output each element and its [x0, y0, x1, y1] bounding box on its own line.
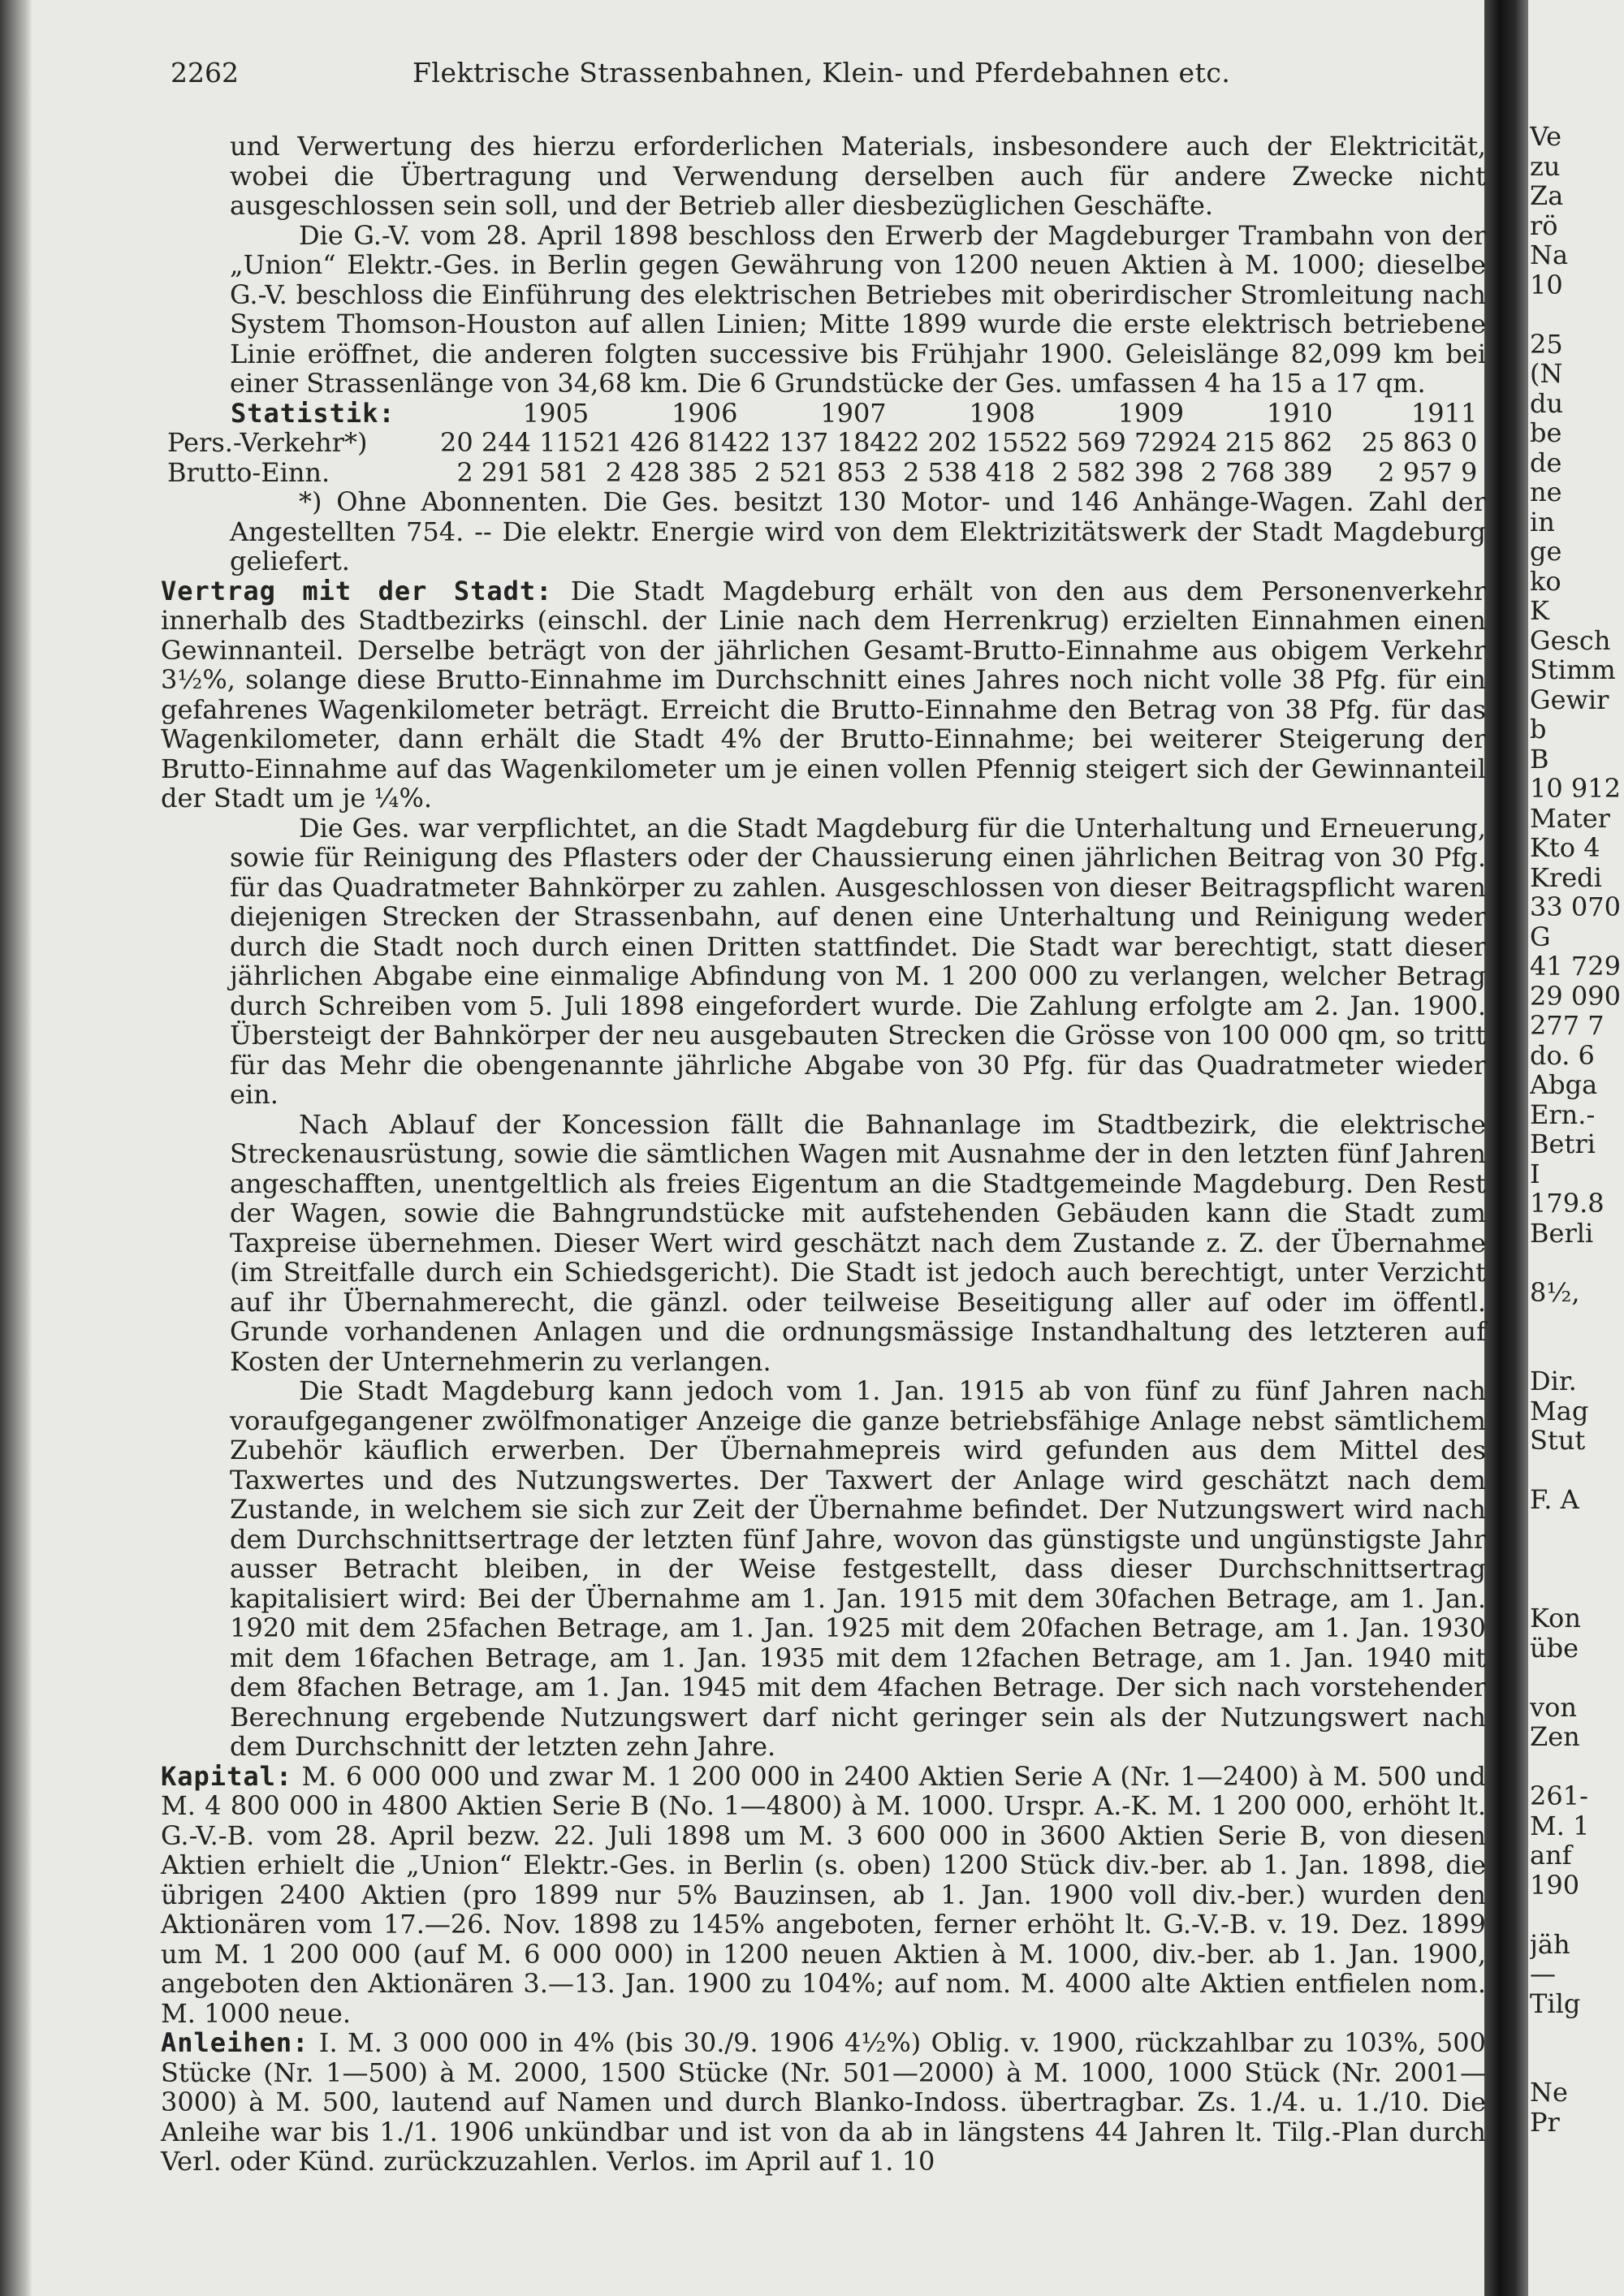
- fragment-line: be: [1530, 417, 1562, 448]
- year-cell: 1908: [969, 397, 1035, 429]
- vertrag-paragraph: Nach Ablauf der Koncession fällt die Bahnanlage im Stadtbezirk, die elektrische Streckenausrüstung, sowie die sämtlichen Wagen mit Ausnahme der in den letzten fünf Jahren angeschafften, unentgeltlich als freies Eigentum an die Stadtgemeinde Magdeburg. Den Rest der Wagen, sowie die Bahngrundstücke mit aufstehenden Gebäuden kann die Stadt zum Taxpreise übernehmen. Dieser Wert wird geschätzt nach dem Zustande z. Z. der Übernahme (im Streitfalle durch ein Schiedsgericht). Die Stadt ist jedoch auch berechtigt, unter Verzicht auf ihr Übernahmerecht, die gänzl. oder teilweise Beseitigung aller auf oder im öffentl. Grunde vorhandenen Anlagen und die ordnungsmässige Instandhaltung des letzteren auf Kosten der Unternehmerin zu verlangen.: [230, 1108, 1486, 1377]
- year-cell: 1910: [1266, 397, 1333, 429]
- year-cell: 1905: [522, 397, 590, 429]
- fragment-line: Dir.: [1530, 1366, 1577, 1396]
- running-title: Flektrische Strassenbahnen, Klein- und Pferdebahnen etc.: [412, 57, 1231, 88]
- statistik-footnote: *) Ohne Abonnenten. Die Ges. besitzt 130 Motor- und 146 Anhänge-Wagen. Zahl der Angestellten 754. -- Die elektr. Energie wird von dem Elektrizitätswerk der Stadt Magdeburg geliefert.: [230, 486, 1486, 576]
- fragment-line: [1530, 300, 1624, 330]
- fragment-line: (N: [1530, 358, 1563, 389]
- fragment-line: Kon: [1530, 1603, 1581, 1634]
- table-row: [167, 428, 1477, 458]
- fragment-line: do. 6: [1530, 1039, 1595, 1071]
- fragment-line: in: [1530, 506, 1555, 537]
- fragment-line: 179.8: [1530, 1188, 1605, 1219]
- fragment-line: 25: [1530, 328, 1563, 360]
- table-cell: 22 137 184: [737, 427, 887, 458]
- fragment-line: [1530, 1544, 1624, 1574]
- kapital-section: [161, 1762, 1486, 2029]
- anleihen-section: [161, 2028, 1486, 2177]
- fragment-line: du: [1530, 387, 1564, 419]
- fragment-line: Mag: [1530, 1395, 1589, 1426]
- vertrag-section: [161, 576, 1486, 814]
- table-row: [167, 458, 1477, 488]
- fragment-line: Stimm: [1530, 654, 1616, 685]
- scan-left-edge: [0, 0, 32, 2296]
- fragment-line: I: [1530, 1158, 1540, 1189]
- table-cell: 2 538 418: [903, 456, 1035, 488]
- vertrag-label: Vertrag mit der Stadt:: [161, 575, 553, 606]
- fragment-line: B: [1530, 743, 1549, 775]
- fragment-line: [1530, 1337, 1624, 1367]
- fragment-line: Mater: [1530, 802, 1610, 834]
- vertrag-paragraph: Die Stadt Magdeburg kann jedoch vom 1. Jan. 1915 ab von fünf zu fünf Jahren nach voraufgegangener zwölfmonatiger Anzeige die ganze betriebsfähige Anlage nebst sämtlichem Zubehör käuflich erwerben. Der Übernahmepreis wird gefunden aus dem Mittel des Taxwertes und des Nutzungswertes. Der Taxwert der Anlage wird geschätzt nach dem Zustande, in welchem sie sich zur Zeit der Übernahme befindet. Der Nutzungswert wird nach dem Durchschnittsertrage der letzten fünf Jahre, wovon das günstigste und ungünstigste Jahr ausser Betracht bleiben, in der Weise festgestellt, dass dieser Durchschnittsertrag kapitalisiert wird: Bei der Übernahme am 1. Jan. 1915 mit dem 30fachen Betrage, am 1. Jan. 1920 mit dem 25fachen Betrage, am 1. Jan. 1925 mit dem 20fachen Betrage, am 1. Jan. 1930 mit dem 16fachen Betrage, am 1. Jan. 1935 mit dem 12fachen Betrage, am 1. Jan. 1940 mit dem 8fachen Betrage, am 1. Jan. 1945 mit dem 4fachen Betrage. Der sich nach vorstehender Berechnung ergebende Nutzungswert darf nicht geringer sein als der Nutzungswert nach dem Durchschnitt der letzten zehn Jahre.: [230, 1375, 1486, 1762]
- fragment-line: Betri: [1530, 1129, 1596, 1159]
- fragment-line: Tilg: [1530, 1987, 1581, 2019]
- page-number: 2262: [171, 57, 239, 88]
- vertrag-text: Die Stadt Magdeburg erhält von den aus dem Personenverkehr innerhalb des Stadtbezirks (einschl. der Linie nach dem Herrenkrug) erzielten Einnahmen einen Gewinnanteil. Derselbe beträgt von der jährlichen Gesamt-Brutto-Einnahme aus obigem Verkehr 3½%, solange diese Brutto-Einnahme im Durchschnitt eines Jahres noch nicht volle 38 Pfg. für ein gefahrenes Wagenkilometer beträgt. Erreicht die Brutto-Einnahme den Betrag von 38 Pfg. für das Wagenkilometer, dann erhält die Stadt 4% der Brutto-Einnahme; bei weiterer Steigerung der Brutto-Einnahme auf das Wagenkilometer um je einen vollen Pfennig steigert sich der Gewinnanteil der Stadt um je ¼%.: [161, 575, 1487, 814]
- fragment-line: übe: [1530, 1632, 1579, 1664]
- fragment-line: 190: [1530, 1869, 1580, 1901]
- fragment-line: 261-: [1530, 1780, 1588, 1811]
- book-gutter: [1484, 0, 1528, 2296]
- kapital-text: M. 6 000 000 und zwar M. 1 200 000 in 2400 Aktien Serie A (Nr. 1—2400) à M. 500 und M. 4 800 000 in 4800 Aktien Serie B (No. 1—4800) à M. 1000. Urspr. A.-K. M. 1 200 000, erhöht lt. G.-V.-B. vom 28. April bezw. 22. Juli 1898 um M. 3 600 000 in 3600 Aktien Serie B, von diesen Aktien erhielt die „Union“ Elektr.-Ges. in Berlin (s. oben) 1200 Stück div.-ber. ab 1. Jan. 1898, die übrigen 2400 Aktien (pro 1899 nur 5% Bauzinsen, ab 1. Jan. 1900 voll div.-ber.) wurden den Aktionären vom 17.—26. Nov. 1898 zu 145% angeboten, ferner erhöht lt. G.-V.-B. v. 19. Dez. 1899 um M. 1 200 000 (auf M. 6 000 000) in 1200 neuen Aktien à M. 1000, div.-ber. ab 1. Jan. 1900, angeboten den Aktionären 3.—13. Jan. 1900 zu 104%; auf nom. M. 4000 alte Aktien entfielen nom. M. 1000 neue.: [161, 1760, 1487, 2029]
- fragment-line: K: [1530, 595, 1549, 626]
- fragment-line: b: [1530, 714, 1547, 744]
- table-cell: 24 215 862: [1184, 427, 1333, 458]
- table-cell: 25 863 0: [1361, 427, 1478, 458]
- fragment-line: de: [1530, 447, 1562, 478]
- fragment-line: ge: [1530, 536, 1562, 567]
- table-cell: 21 426 814: [589, 427, 738, 458]
- fragment-line: [1530, 2048, 1624, 2078]
- table-cell: 2 957 9: [1378, 456, 1478, 488]
- fragment-line: rö: [1530, 209, 1558, 241]
- fragment-line: [1530, 1248, 1624, 1278]
- intro-paragraph-1: und Verwertung des hierzu erforderlichen Materials, insbesondere auch der Elektricität, wobei die Übertragung und Verwendung derselben auch für andere Zwecke nicht ausgeschlossen sein soll, und der Betrieb aller diesbezüglichen Geschäfte.: [230, 131, 1486, 221]
- fragment-line: Berli: [1530, 1217, 1594, 1249]
- fragment-line: Gewir: [1530, 684, 1609, 715]
- next-page-fragment: [1530, 122, 1624, 2137]
- fragment-line: von: [1530, 1691, 1577, 1723]
- fragment-line: Pr: [1530, 2106, 1560, 2137]
- statistik-label: Statistik:: [231, 397, 395, 429]
- fragment-line: Kredi: [1530, 861, 1602, 893]
- fragment-line: M. 1: [1530, 1810, 1590, 1841]
- fragment-line: [1530, 1574, 1624, 1604]
- fragment-line: [1530, 1307, 1624, 1337]
- fragment-line: 41 729: [1530, 951, 1621, 982]
- fragment-line: 33 070: [1530, 891, 1621, 922]
- table-cell: 2 428 385: [605, 456, 738, 488]
- year-cell: 1907: [820, 397, 887, 429]
- table-cell: 2 291 581: [456, 456, 590, 488]
- fragment-line: Stut: [1530, 1425, 1586, 1456]
- table-cell: 22 569 729: [1034, 427, 1185, 458]
- statistik-table: [167, 399, 1477, 488]
- fragment-line: 10: [1530, 269, 1563, 300]
- fragment-line: Zen: [1530, 1721, 1580, 1752]
- year-cell: 1911: [1410, 397, 1478, 429]
- fragment-line: 8½,: [1530, 1276, 1580, 1308]
- fragment-line: [1530, 1752, 1624, 1782]
- table-cell: 20 244 115: [440, 427, 590, 458]
- fragment-line: [1530, 1515, 1624, 1545]
- fragment-line: Abga: [1530, 1069, 1598, 1100]
- fragment-line: —: [1530, 1958, 1556, 1989]
- fragment-line: Ne: [1530, 2077, 1568, 2108]
- page-body: [161, 132, 1486, 2177]
- fragment-line: Gesch: [1530, 624, 1611, 656]
- anleihen-text: I. M. 3 000 000 in 4% (bis 30./9. 1906 4½%) Oblig. v. 1900, rückzahlbar zu 103%, 500 Stücke (Nr. 1—500) à M. 2000, 1500 Stücke (Nr. 501—2000) à M. 1000, 1000 Stück (Nr. 2001—3000) à M. 500, lautend auf Namen und durch Blanko-Indoss. übertragbar. Zs. 1./4. u. 1./10. Die Anleihe war bis 1./1. 1906 unkündbar und ist von da ab in längstens 44 Jahren lt. Tilg.-Plan durch Verl. oder Künd. zurückzuzahlen. Verlos. im April auf 1. 10: [161, 2027, 1487, 2177]
- fragment-line: jäh: [1530, 1928, 1570, 1960]
- fragment-line: ko: [1530, 565, 1561, 597]
- fragment-line: ne: [1530, 477, 1562, 507]
- fragment-line: anf: [1530, 1840, 1572, 1871]
- vertrag-paragraph: Die Ges. war verpflichtet, an die Stadt Magdeburg für die Unterhaltung und Erneuerung, sowie für Reinigung des Pflasters oder der Chaussierung einen jährlichen Beitrag von 30 Pfg. für das Quadratmeter Bahnkörper zu zahlen. Ausgeschlossen von dieser Beitragspflicht waren diejenigen Strecken der Strassenbahn, auf denen eine Unterhaltung und Reinigung weder durch die Stadt noch durch einen Dritten stattfindet. Die Stadt war berechtigt, statt dieser jährlichen Abgabe eine einmalige Abfindung von M. 1 200 000 zu verlangen, welcher Betrag durch Schreiben vom 5. Juli 1898 eingefordert wurde. Die Zahlung erfolgte am 2. Jan. 1900. Übersteigt der Bahnkörper der neu ausgebauten Strecken die Grösse von 100 000 qm, so tritt für das Mehr die obengenannte jährliche Abgabe von 30 Pfg. für das Quadratmeter wieder ein.: [230, 812, 1486, 1110]
- fragment-line: Ve: [1530, 122, 1562, 152]
- fragment-line: zu: [1530, 150, 1561, 182]
- table-cell: 22 202 155: [886, 427, 1035, 458]
- table-cell: 2 582 398: [1052, 456, 1185, 488]
- fragment-line: 29 090: [1530, 980, 1621, 1012]
- fragment-line: 277 7: [1530, 1010, 1605, 1041]
- fragment-line: 10 912: [1530, 773, 1621, 804]
- page-header: [161, 57, 1486, 102]
- fragment-line: [1530, 1456, 1624, 1486]
- row-label: Brutto-Einn.: [167, 456, 330, 488]
- statistik-header-row: [167, 399, 1477, 429]
- fragment-line: G: [1530, 921, 1551, 952]
- intro-paragraph-2: Die G.-V. vom 28. April 1898 beschloss den Erwerb der Magdeburger Trambahn von der „Union“ Elektr.-Ges. in Berlin gegen Gewährung von 1200 neuen Aktien à M. 1000; dieselbe G.-V. beschloss die Einführung des elektrischen Betriebes mit oberirdischer Stromleitung nach System Thomson-Houston auf allen Linien; Mitte 1899 wurde die erste elektrisch betriebene Linie eröffnet, die anderen folgten successive bis Frühjahr 1900. Geleislänge 82,099 km bei einer Strassenlänge von 34,68 km. Die 6 Grundstücke der Ges. umfassen 4 ha 15 a 17 qm.: [230, 219, 1486, 399]
- row-label: Pers.-Verkehr*): [167, 427, 368, 458]
- fragment-line: Na: [1530, 240, 1569, 270]
- fragment-line: Ern.-: [1530, 1098, 1596, 1130]
- year-cell: 1906: [672, 397, 738, 429]
- table-cell: 2 768 389: [1200, 456, 1333, 488]
- anleihen-label: Anleihen:: [161, 2027, 309, 2058]
- fragment-line: Za: [1530, 180, 1564, 211]
- fragment-line: F. A: [1530, 1484, 1579, 1515]
- year-cell: 1909: [1117, 397, 1185, 429]
- kapital-label: Kapital:: [161, 1760, 293, 1792]
- fragment-line: [1530, 1663, 1624, 1693]
- fragment-line: [1530, 2018, 1624, 2048]
- fragment-line: Kto 4: [1530, 832, 1600, 863]
- fragment-line: [1530, 1900, 1624, 1930]
- table-cell: 2 521 853: [754, 456, 887, 488]
